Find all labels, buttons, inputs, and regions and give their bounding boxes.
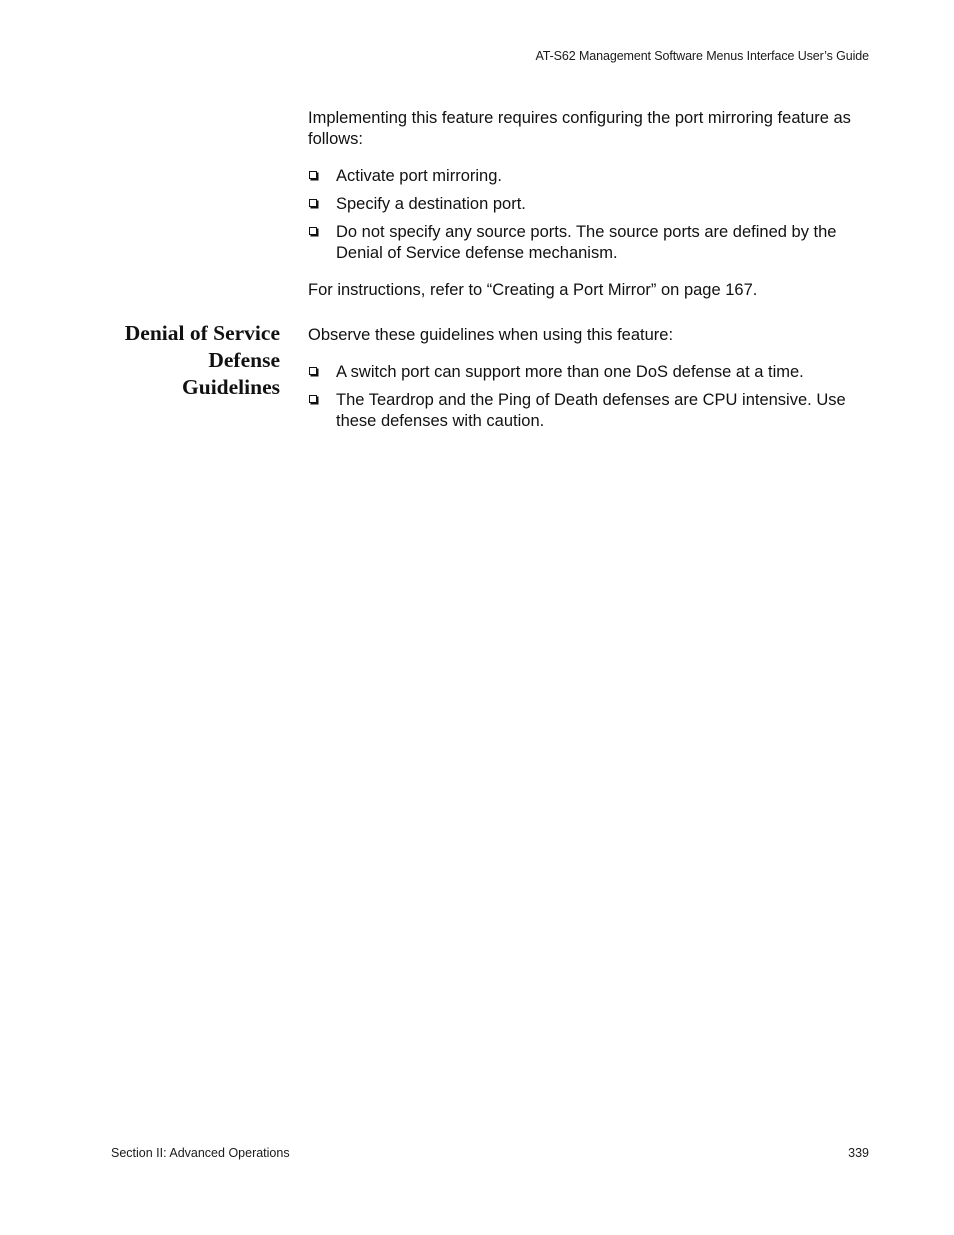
section-paragraph: Observe these guidelines when using this feature: xyxy=(308,326,674,344)
page-number: 339 xyxy=(848,1146,869,1160)
section-heading-line: Defense xyxy=(208,348,280,372)
section-heading-line: Guidelines xyxy=(182,375,280,399)
footer-section-label: Section II: Advanced Operations xyxy=(111,1146,290,1160)
section-heading xyxy=(80,320,280,401)
section-block xyxy=(308,325,874,439)
list-item xyxy=(308,390,874,432)
bullet-text: Specify a destination port. xyxy=(336,195,526,213)
intro-paragraph: Implementing this feature requires configuring the port mirroring feature as follows: xyxy=(308,109,851,148)
section-bullet-list xyxy=(308,362,874,432)
intro-bullet-list xyxy=(308,166,874,264)
checkbox-bullet-icon xyxy=(309,199,317,207)
bullet-text: Activate port mirroring. xyxy=(336,167,502,185)
checkbox-bullet-icon xyxy=(309,171,317,179)
bullet-text: The Teardrop and the Ping of Death defenses are CPU intensive. Use these defenses with caution. xyxy=(336,391,846,430)
running-header: AT-S62 Management Software Menus Interface User’s Guide xyxy=(535,49,869,63)
bullet-text: A switch port can support more than one DoS defense at a time. xyxy=(336,363,804,381)
list-item xyxy=(308,222,874,264)
list-item xyxy=(308,194,874,215)
reference-paragraph: For instructions, refer to “Creating a Port Mirror” on page 167. xyxy=(308,281,758,299)
checkbox-bullet-icon xyxy=(309,395,317,403)
checkbox-bullet-icon xyxy=(309,367,317,375)
section-heading-line: Denial of Service xyxy=(124,321,280,345)
checkbox-bullet-icon xyxy=(309,227,317,235)
bullet-text: Do not specify any source ports. The source ports are defined by the Denial of Service defense mechanism. xyxy=(336,223,837,262)
list-item xyxy=(308,166,874,187)
intro-block xyxy=(308,108,874,301)
list-item xyxy=(308,362,874,383)
